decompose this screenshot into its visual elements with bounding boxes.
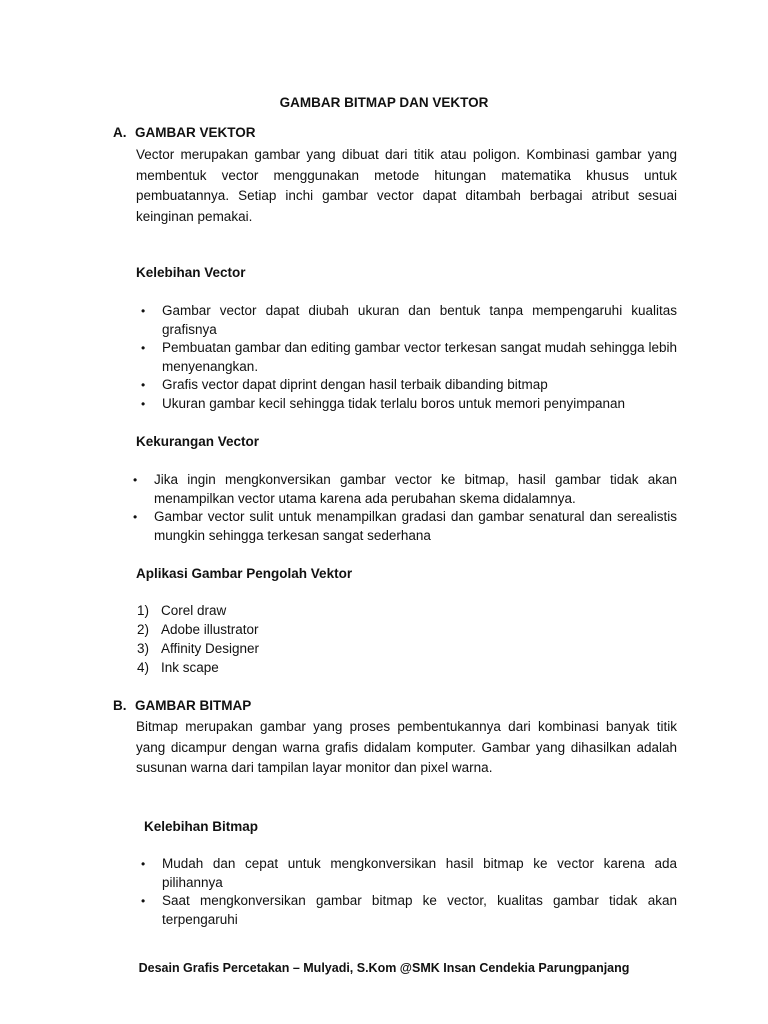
kelebihan-bitmap-list xyxy=(136,855,677,929)
list-item: • Ukuran gambar kecil sehingga tidak terlalu boros untuk memori penyimpanan xyxy=(136,395,677,414)
kekurangan-vector-heading: Kekurangan Vector xyxy=(136,434,260,449)
kelebihan-vector-list xyxy=(136,302,677,413)
section-b-paragraph: Bitmap merupakan gambar yang proses pembentukannya dari kombinasi banyak titik yang dicampur dengan warna grafis didalam komputer. Gambar yang dihasilkan adalah susunan warna dari tampilan layar monitor dan pixel warna. xyxy=(136,719,677,775)
bullet-icon: • xyxy=(133,473,138,487)
aplikasi-vektor-heading: Aplikasi Gambar Pengolah Vektor xyxy=(136,566,353,581)
section-b-heading xyxy=(113,698,251,713)
section-a-letter: A. xyxy=(113,125,127,140)
section-a-paragraph: Vector merupakan gambar yang dibuat dari titik atau poligon. Kombinasi gambar yang membentuk vector menggunakan metode hitungan matematika khusus untuk pembuatannya. Setiap inchi gambar vector dapat ditambah berbagai atribut sesuai keinginan pemakai. xyxy=(136,147,677,224)
bullet-icon: • xyxy=(141,341,146,355)
kekurangan-vector-list xyxy=(128,471,677,545)
bullet-icon: • xyxy=(141,396,146,411)
bullet-icon: • xyxy=(141,304,146,318)
kelebihan-bitmap-heading: Kelebihan Bitmap xyxy=(144,819,259,834)
kelebihan-vector-heading: Kelebihan Vector xyxy=(136,265,246,280)
list-item: • Pembuatan gambar dan editing gambar vector terkesan sangat mudah sehingga lebih menyenangkan. xyxy=(141,340,677,374)
bullet-icon: • xyxy=(141,857,146,871)
bullet-icon: • xyxy=(133,510,138,524)
section-a-heading xyxy=(113,125,256,140)
list-item: 2) Adobe illustrator xyxy=(137,622,259,637)
list-item: • Jika ingin mengkonversikan gambar vector ke bitmap, hasil gambar tidak akan menampilkan vector utama karena ada perubahan skema didalamnya. xyxy=(133,472,677,506)
list-item: • Gambar vector dapat diubah ukuran dan bentuk tanpa mempengaruhi kualitas grafisnya xyxy=(141,303,677,337)
section-b-letter: B. xyxy=(113,698,127,713)
list-item: • Gambar vector sulit untuk menampilkan gradasi dan gambar senatural dan serealistis mungkin sehingga terkesan sangat sederhana xyxy=(133,509,677,543)
bullet-icon: • xyxy=(141,378,146,392)
bullet-icon: • xyxy=(141,894,146,908)
aplikasi-vektor-list xyxy=(137,601,259,677)
list-item: 3) Affinity Designer xyxy=(137,641,260,656)
list-item: • Mudah dan cepat untuk mengkonversikan hasil bitmap ke vector karena ada pilihannya xyxy=(141,856,677,890)
list-item: 4) Ink scape xyxy=(137,660,219,675)
section-b-title: GAMBAR BITMAP xyxy=(135,698,252,713)
list-item: • Grafis vector dapat diprint dengan hasil terbaik dibanding bitmap xyxy=(136,376,677,395)
section-a-title: GAMBAR VEKTOR xyxy=(135,125,256,140)
list-item: • Saat mengkonversikan gambar bitmap ke vector, kualitas gambar tidak akan terpengaruhi xyxy=(141,893,677,927)
page-footer: Desain Grafis Percetakan – Mulyadi, S.Kom @SMK Insan Cendekia Parungpanjang xyxy=(138,961,630,975)
list-item: 1) Corel draw xyxy=(137,603,227,618)
document-title: GAMBAR BITMAP DAN VEKTOR xyxy=(279,95,489,110)
